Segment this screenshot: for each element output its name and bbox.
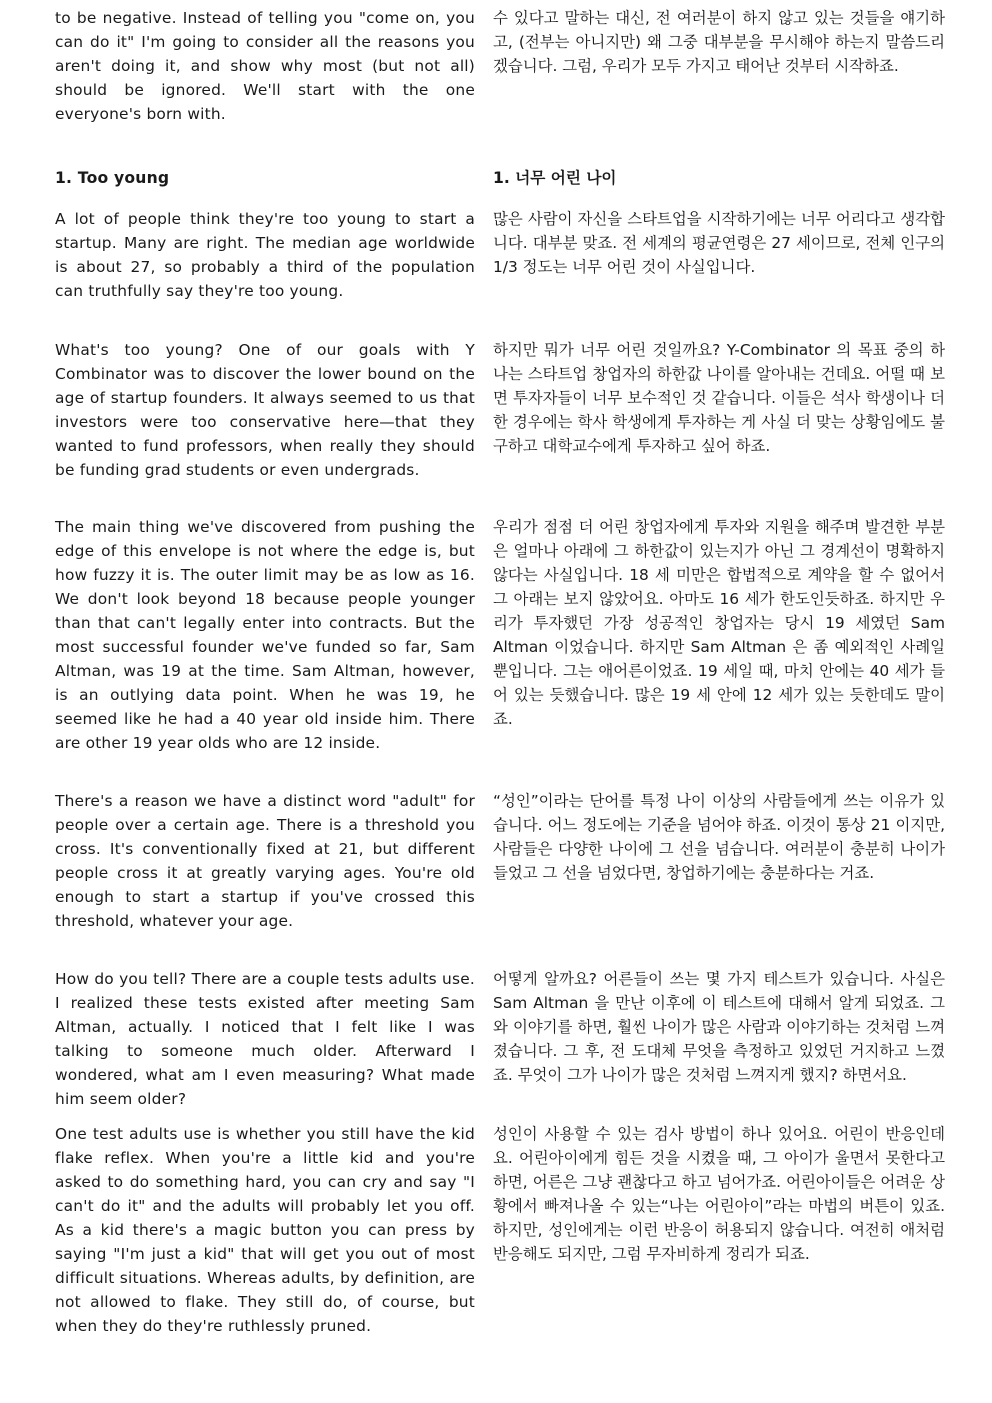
english-paragraph: The main thing we've discovered from pushing the edge of this envelope is not where the edge is, but how fuzzy it is. The outer limit may be as low as 16. We don't look beyond 18 because people younger than that can't legally enter into contracts. But the most successful founder we've funded so far, Sam Altman, was 19 at the time. Sam Altman, however, is an outlying data point. When he was 19, he seemed like he had a 40 year old inside him. There are other 19 year olds who are 12 inside. <box>55 518 475 752</box>
paragraph-row-1 <box>55 207 945 303</box>
korean-paragraph: “성인”이라는 단어를 특정 나이 이상의 사람들에게 쓰는 이유가 있습니다. 어느 정도에는 기준을 넘어야 하죠. 이것이 통상 21 이지만, 사람들은 다양한 나이에 그 선을 넘습니다. 여러분이 충분히 나이가 들었고 그 선을 넘었다면, 창업하기에는 충분하다는 거죠. <box>493 792 945 882</box>
english-paragraph: One test adults use is whether you still have the kid flake reflex. When you're a little kid and you're asked to do something hard, you can cry and say "I can't do it" and the adults will probably let you off. As a kid there's a magic button you can press by saying "I'm just a kid" that will get you out of most difficult situations. Whereas adults, by definition, are not allowed to flake. They still do, of course, but when they do they're ruthlessly pruned. <box>55 1125 475 1335</box>
korean-paragraph: 많은 사람이 자신을 스타트업을 시작하기에는 너무 어리다고 생각합니다. 대부분 맞죠. 전 세계의 평균연령은 27 세이므로, 전체 인구의 1/3 정도는 너무 어린 것이 사실입니다. <box>493 210 945 276</box>
english-paragraph: A lot of people think they're too young to start a startup. Many are right. The median age worldwide is about 27, so probably a third of the population can truthfully say they're too young. <box>55 210 475 300</box>
paragraph-row-6 <box>55 1122 945 1338</box>
section-heading-row <box>55 166 945 190</box>
korean-paragraph: 성인이 사용할 수 있는 검사 방법이 하나 있어요. 어린이 반응인데요. 어린아이에게 힘든 것을 시켰을 때, 그 아이가 울면서 못한다고 하면, 어른은 그냥 괜찮다고 하고 넘어가죠. 어린아이들은 어려운 상황에서 빠져나올 수 있는“나는 어린아이”라는 마법의 버튼이 있죠. 하지만, 성인에게는 이런 반응이 허용되지 않습니다. 여전히 애처럼 반응해도 되지만, 그럼 무자비하게 정리가 되죠. <box>493 1125 945 1263</box>
english-paragraph: What's too young? One of our goals with Y Combinator was to discover the lower bound on the age of startup founders. It always seemed to us that investors were too conservative here—that they wanted to fund professors, when really they should be funding grad students or even undergrads. <box>55 341 475 479</box>
paragraph-row-3 <box>55 515 945 755</box>
english-paragraph: to be negative. Instead of telling you "come on, you can do it" I'm going to consider all the reasons you aren't doing it, and show why most (but not all) should be ignored. We'll start with the one everyone's born with. <box>55 9 475 123</box>
korean-paragraph: 수 있다고 말하는 대신, 전 여러분이 하지 않고 있는 것들을 얘기하고, (전부는 아니지만) 왜 그중 대부분을 무시해야 하는지 말씀드리겠습니다. 그럼, 우리가 모두 가지고 태어난 것부터 시작하죠. <box>493 9 945 75</box>
section-heading-english: 1. Too young <box>55 169 170 187</box>
english-paragraph: How do you tell? There are a couple tests adults use. I realized these tests existed after meeting Sam Altman, actually. I noticed that I felt like I was talking to someone much older. Afterward I wondered, what am I even measuring? What made him seem older? <box>55 970 475 1108</box>
korean-paragraph: 어떻게 알까요? 어른들이 쓰는 몇 가지 테스트가 있습니다. 사실은 Sam Altman 을 만난 이후에 이 테스트에 대해서 알게 되었죠. 그와 이야기를 하면, 훨씬 나이가 많은 사람과 이야기하는 것처럼 느껴졌습니다. 그 후, 전 도대체 무엇을 측정하고 있었던 거지하고 느꼈죠. 무엇이 그가 나이가 많은 것처럼 느껴지게 했지? 하면서요. <box>493 970 945 1084</box>
paragraph-row-5 <box>55 967 945 1111</box>
korean-paragraph: 하지만 뭐가 너무 어린 것일까요? Y-Combinator 의 목표 중의 하나는 스타트업 창업자의 하한값 나이를 알아내는 건데요. 어떨 때 보면 투자자들이 너무 보수적인 것 같습니다. 이들은 석사 학생이나 더 한 경우에는 학사 학생에게 투자하는 게 사실 더 맞는 상황임에도 불구하고 대학교수에게 투자하고 싶어 하죠. <box>493 341 945 455</box>
paragraph-row-4 <box>55 789 945 933</box>
english-paragraph: There's a reason we have a distinct word "adult" for people over a certain age. There is a threshold you cross. It's conventionally fixed at 21, but different people cross it at greatly varying ages. You're old enough to start a startup if you've crossed this threshold, whatever your age. <box>55 792 475 930</box>
paragraph-row-intro <box>55 6 945 126</box>
korean-paragraph: 우리가 점점 더 어린 창업자에게 투자와 지원을 해주며 발견한 부분은 얼마나 아래에 그 하한값이 있는지가 아닌 그 경계선이 명확하지 않다는 사실입니다. 18 세 미만은 합법적으로 계약을 할 수 없어서 그 아래는 보지 않았어요. 아마도 16 세가 한도인듯하죠. 하지만 우리가 투자했던 가장 성공적인 창업자는 당시 19 세였던 Sam Altman 이었습니다. 하지만 Sam Altman 은 좀 예외적인 사례일 뿐입니다. 그는 애어른이었죠. 19 세일 때, 마치 안에는 40 세가 들어 있는 듯했습니다. 많은 19 세 안에 12 세가 있는 듯한데도 말이죠. <box>493 518 945 728</box>
paragraph-row-2 <box>55 338 945 482</box>
section-heading-korean: 1. 너무 어린 나이 <box>493 169 617 187</box>
